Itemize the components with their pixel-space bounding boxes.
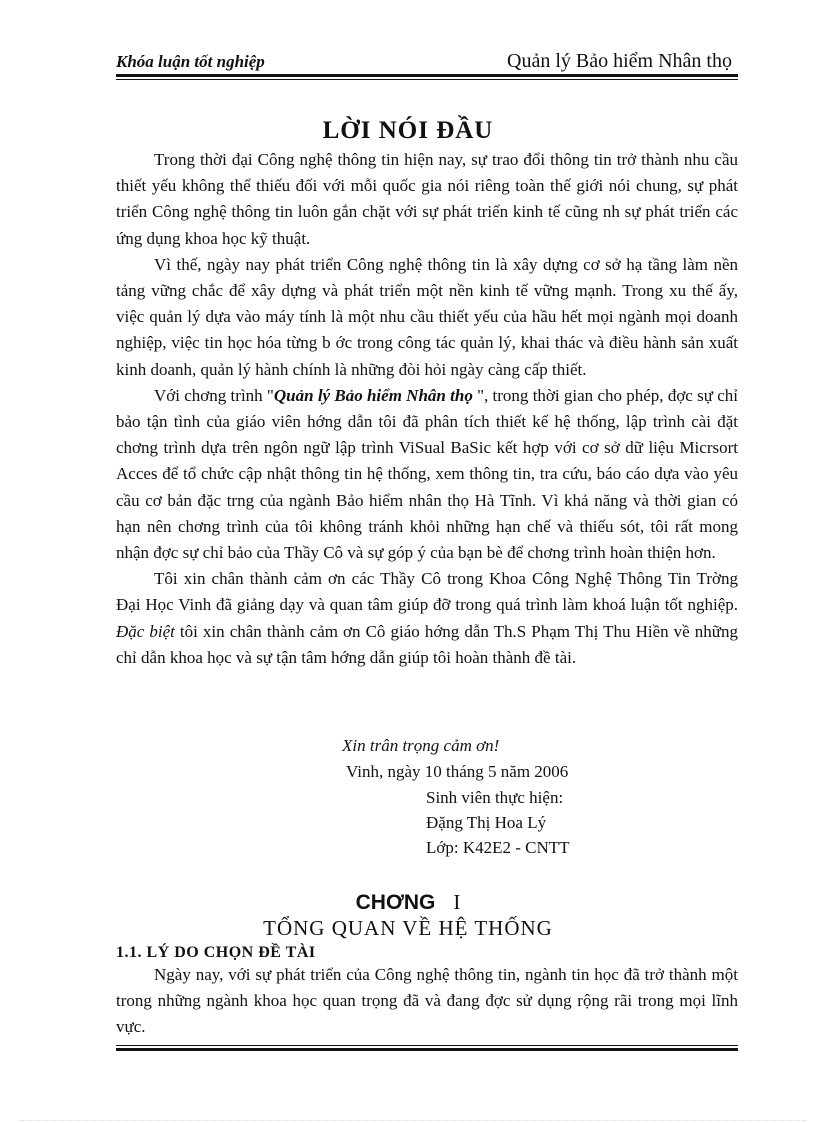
- signature-name: Đặng Thị Hoa Lý: [426, 813, 547, 832]
- preface-paragraph-1: Trong thời đại Công nghệ thông tin hiện nay, sự trao đổi thông tin trở thành nhu cầu thiết yếu không thể thiếu đối với mỗi quốc gia nói riêng toàn thế giới nói chung, sự phát triển Công nghệ thông tin luôn gắn chặt với sự phát triển kinh tế cũng nh sự phát triển các ứng dụng khoa học kỹ thuật.: [116, 150, 738, 248]
- signature-role: Sinh viên thực hiện:: [426, 788, 564, 807]
- header-document-type: Khóa luận tốt nghiệp: [116, 52, 265, 71]
- p3-text-after: ", trong thời gian cho phép, đợc sự chỉ bảo tận tình của giáo viên hớng dẫn tôi đã phân tích thiết kế hệ thống, lập trình cài đặt chơng trình dựa trên ngôn ngữ lập trình ViSual BaSic kết hợp với cơ sở dữ liệu Micrsort Acces để tổ chức cập nhật thông tin hệ thống, xem thông tin, tra cứu, báo cáo dựa vào yêu cầu cơ bản đặc trng của ngành Bảo hiểm nhân thọ Hà Tĩnh. Vì khả năng và thời gian có hạn nên chơng trình của tôi không tránh khỏi những hạn chế và thiếu sót, tôi rất mong nhận đợc sự chỉ bảo của Thầy Cô và sự góp ý của bạn bè để chơng trình hoàn thiện hơn.: [116, 385, 738, 563]
- chapter-number: I: [453, 890, 461, 914]
- preface-paragraph-2: Vì thế, ngày nay phát triển Công nghệ thông tin là xây dựng cơ sở hạ tầng làm nền tảng vững chắc để xây dựng và phát triển một nền kinh tế vững mạnh. Trong xu thế ấy, việc quản lý dựa vào máy tính là một nhu cầu thiết yếu của hầu hết mọi ngành mọi doanh nghiệp, việc tin học hóa từng b ớc trong công tác quản lý, khai thác và điều hành sản xuất kinh doanh, quản lý hành chính là những đòi hỏi ngày càng cấp thiết.: [116, 254, 738, 379]
- p4-text-before: Tôi xin chân thành cảm ơn các Thầy Cô trong Khoa Công Nghệ Thông Tin Trờng Đại Học Vinh đã giảng dạy và quan tâm giúp đỡ trong quá trình làm khoá luận tốt nghiệp.: [116, 569, 738, 615]
- signature-place-date: Vinh, ngày 10 tháng 5 năm 2006: [346, 762, 569, 781]
- chapter-label: [0, 890, 816, 915]
- header-rule-thin: [116, 79, 738, 80]
- preface-body: [116, 147, 738, 671]
- signature-class: Lớp: K42E2 - CNTT: [426, 838, 570, 857]
- chapter-title: TỔNG QUAN VỀ HỆ THỐNG: [263, 916, 553, 940]
- program-name: Quản lý Bảo hiểm Nhân thọ: [273, 385, 473, 405]
- section-paragraph-1: Ngày nay, với sự phát triển của Công nghệ thông tin, ngành tin học đã trở thành một trong những ngành khoa học quan trọng đã và đang đợc sử dụng rộng rãi trong mọi lĩnh vực.: [116, 965, 738, 1037]
- chapter-word: CHƠNG: [355, 891, 436, 914]
- footer-rule-thick: [116, 1048, 738, 1051]
- header-document-title: Quản lý Bảo hiểm Nhân thọ: [507, 50, 732, 72]
- page-header: [116, 50, 738, 76]
- header-rule-thick: [116, 74, 738, 77]
- preface-title: LỜI NÓI ĐẦU: [322, 117, 494, 144]
- preface-paragraph-4: [116, 566, 738, 671]
- p3-text-before: Với chơng trình ": [154, 385, 274, 405]
- footer-rule-thin: [116, 1045, 738, 1046]
- signature-thanks: Xin trân trọng cảm ơn!: [342, 736, 500, 755]
- preface-paragraph-3: [116, 383, 738, 566]
- section-heading: 1.1. LÝ DO CHỌN ĐỀ TÀI: [116, 944, 316, 961]
- p4-emphasis: Đặc biệt: [116, 621, 175, 641]
- p4-text-after: tôi xin chân thành cảm ơn Cô giáo hớng dẫn Th.S Phạm Thị Thu Hiền về những chỉ dẫn khoa học và sự tận tâm hớng dẫn giúp tôi hoàn thành đề tài.: [116, 621, 738, 667]
- page-edge: [20, 1120, 806, 1121]
- section-body: [116, 962, 738, 1041]
